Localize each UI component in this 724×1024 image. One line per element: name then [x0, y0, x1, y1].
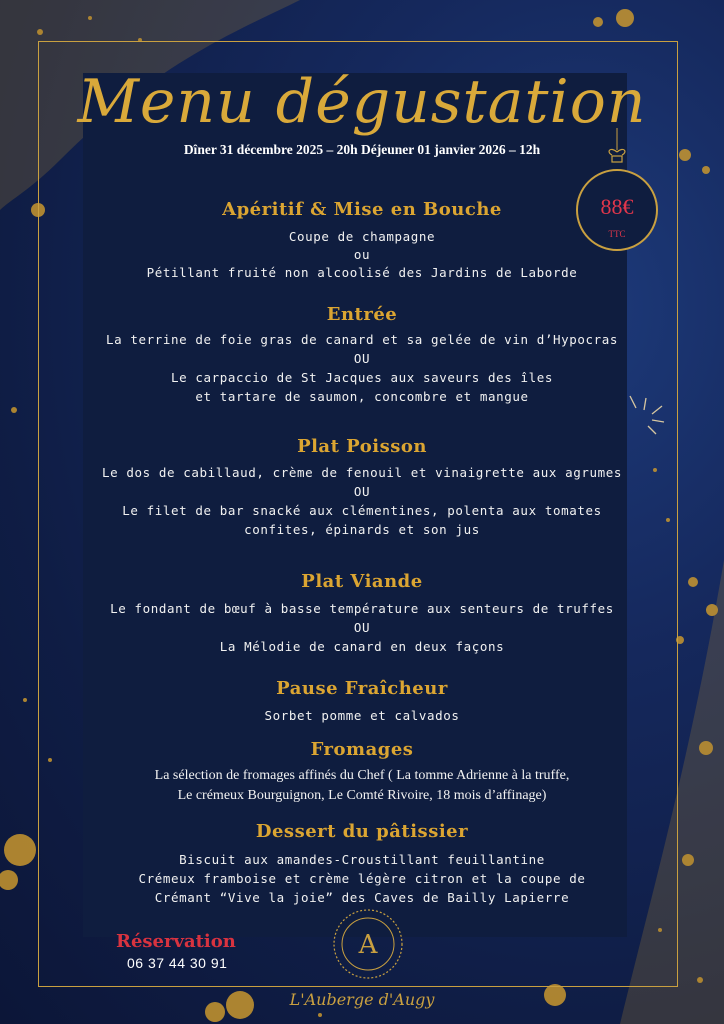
logo-letter: A [358, 930, 378, 960]
menu-item-line: Le crémeux Bourguignon, Le Comté Rivoire, 18 mois d’affinage) [177, 788, 547, 803]
section-title-pause-fraicheur: Pause Fraîcheur [276, 678, 448, 699]
menu-item-line: Le fondant de bœuf à basse température aux senteurs de truffes [110, 601, 614, 616]
reservation-phone: 06 37 44 30 91 [127, 955, 228, 971]
section-title-fromages: Fromages [310, 739, 414, 760]
menu-item-line: Sorbet pomme et calvados [264, 708, 460, 723]
menu-item-line: ou [353, 247, 371, 262]
menu-item-line: OU [353, 484, 371, 499]
menu-item-line: La Mélodie de canard en deux façons [219, 639, 505, 654]
menu-item-line: Le filet de bar snacké aux clémentines, polenta aux tomates [122, 503, 602, 518]
restaurant-signature: L'Auberge d'Augy [289, 990, 435, 1009]
menu-item-line: Coupe de champagne [288, 229, 436, 244]
menu-item-line: et tartare de saumon, concombre et mangue [195, 389, 529, 404]
menu-item-line: La sélection de fromages affinés du Chef ( La tomme Adrienne à la truffe, [154, 768, 570, 783]
menu-item-line: Crémant “Vive la joie” des Caves de Bailly Lapierre [154, 890, 570, 905]
menu-item-line: Biscuit aux amandes-Croustillant feuillantine [179, 852, 545, 867]
menu-price: 88€ [600, 194, 634, 219]
menu-item-line: Crémeux framboise et crème légère citron et la coupe de [138, 871, 586, 886]
menu-item-line: OU [353, 620, 371, 635]
menu-item-line: Pétillant fruité non alcoolisé des Jardins de Laborde [146, 265, 578, 280]
menu-item-line: La terrine de foie gras de canard et sa gelée de vin d’Hypocras [106, 332, 618, 347]
service-dates: Dîner 31 décembre 2025 – 20h Déjeuner 01 janvier 2026 – 12h [183, 142, 541, 157]
menu-title: Menu dégustation [77, 67, 647, 137]
section-title-entree: Entrée [326, 304, 398, 325]
menu-item-line: Le carpaccio de St Jacques aux saveurs des îles [171, 370, 553, 385]
section-title-aperitif: Apéritif & Mise en Bouche [222, 199, 502, 220]
reservation-label: Réservation [116, 931, 236, 952]
section-title-plat-viande: Plat Viande [301, 571, 423, 592]
menu-item-line: OU [353, 351, 371, 366]
menu-item-line: confites, épinards et son jus [244, 522, 480, 537]
section-title-plat-poisson: Plat Poisson [297, 436, 427, 457]
section-title-dessert: Dessert du pâtissier [255, 821, 469, 842]
logo-wreath-icon [330, 906, 406, 982]
price-tax-note: TTC [608, 229, 626, 239]
menu-item-line: Le dos de cabillaud, crème de fenouil et vinaigrette aux agrumes [101, 465, 623, 480]
